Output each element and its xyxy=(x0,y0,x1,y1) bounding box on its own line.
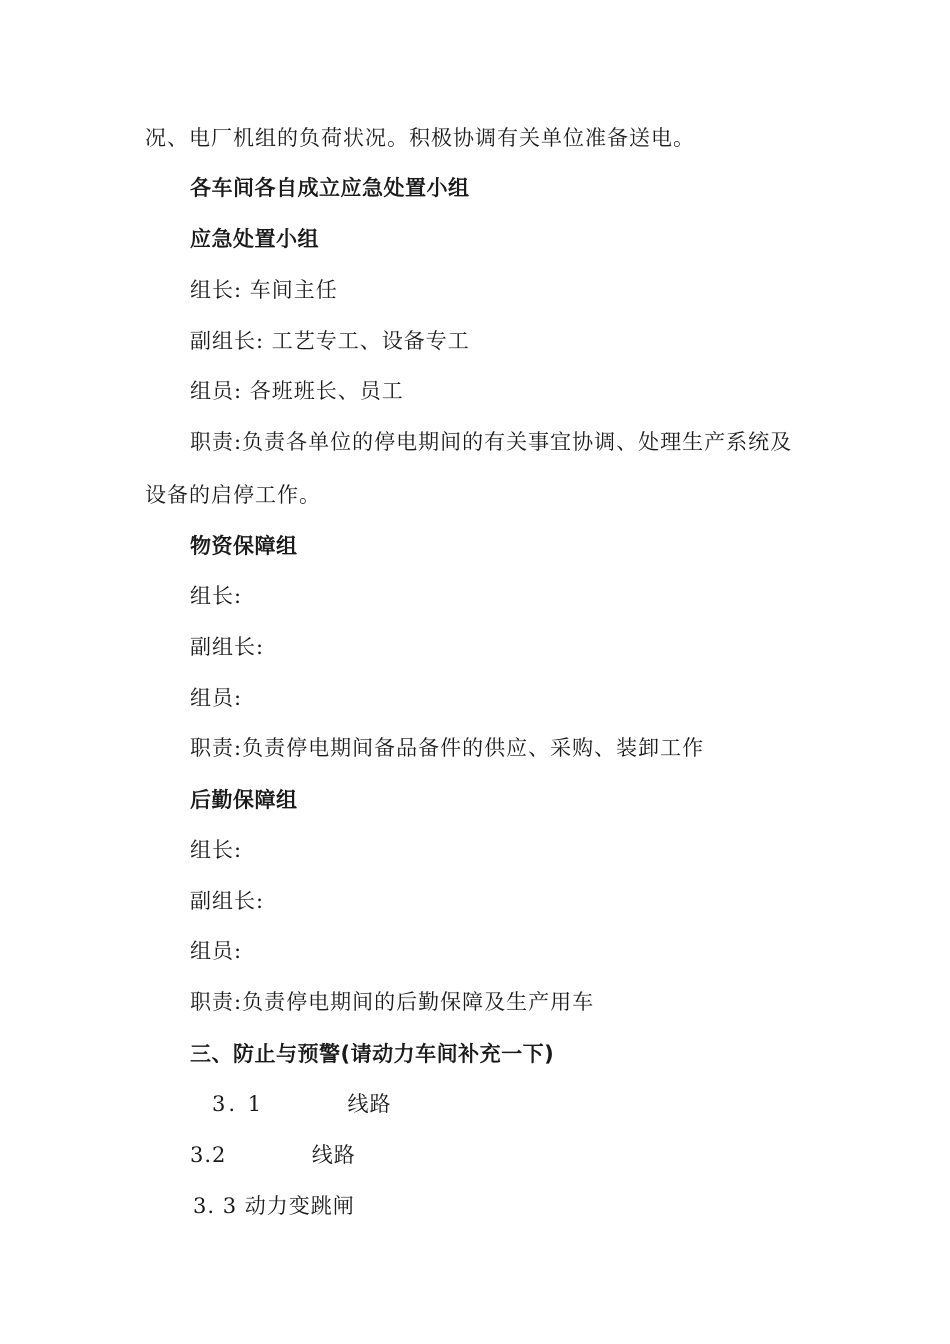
item-3-2-label: 线路 xyxy=(311,1143,356,1167)
heading-logistics-team: 后勤保障组 xyxy=(190,788,298,812)
emergency-team-leader: 组长: 车间主任 xyxy=(190,278,338,302)
paragraph-continuation: 况、电厂机组的负荷状况。积极协调有关单位准备送电。 xyxy=(145,126,695,150)
item-3-2-number: 3.2 xyxy=(190,1143,227,1167)
emergency-team-deputy: 副组长: 工艺专工、设备专工 xyxy=(190,329,470,353)
heading-section-three: 三、防止与预警(请动力车间补充一下) xyxy=(190,1042,555,1066)
material-team-deputy: 副组长: xyxy=(190,635,265,659)
emergency-team-members: 组员: 各班班长、员工 xyxy=(190,379,404,403)
item-3-1-label: 线路 xyxy=(347,1092,392,1116)
heading-emergency-team: 应急处置小组 xyxy=(190,227,319,251)
material-team-members: 组员: xyxy=(190,686,243,710)
heading-material-team: 物资保障组 xyxy=(190,534,298,558)
material-team-leader: 组长: xyxy=(190,584,243,608)
material-team-duty: 职责:负责停电期间备品备件的供应、采购、装卸工作 xyxy=(190,736,705,760)
logistics-team-deputy: 副组长: xyxy=(190,889,265,913)
heading-workshop-teams: 各车间各自成立应急处置小组 xyxy=(190,176,470,200)
logistics-team-leader: 组长: xyxy=(190,838,243,862)
item-3-1-number: 3. 1 xyxy=(212,1092,265,1116)
logistics-team-members: 组员: xyxy=(190,939,243,963)
logistics-team-duty: 职责:负责停电期间的后勤保障及生产用车 xyxy=(190,990,595,1014)
emergency-team-duty: 职责:负责各单位的停电期间的有关事宜协调、处理生产系统及 xyxy=(190,430,793,454)
item-3-3: 3. 3 动力变跳闸 xyxy=(193,1194,355,1218)
emergency-team-duty-cont: 设备的启停工作。 xyxy=(145,483,321,507)
item-3-1 xyxy=(212,1090,391,1118)
item-3-2 xyxy=(190,1141,356,1169)
